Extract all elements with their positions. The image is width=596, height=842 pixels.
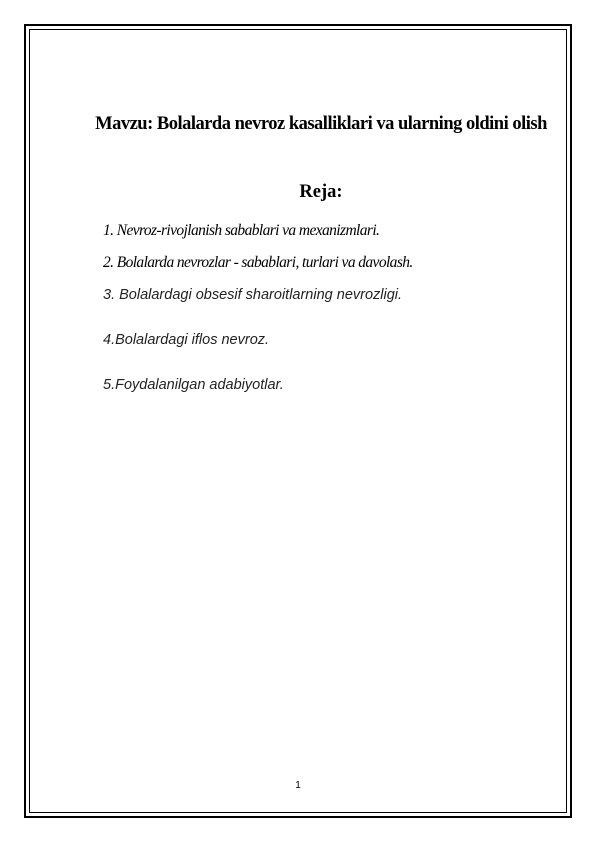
plan-item-4: 4.Bolalardagi iflos nevroz. bbox=[103, 332, 270, 348]
page-number: 1 bbox=[295, 780, 301, 791]
plan-item-5: 5.Foydalanilgan adabiyotlar. bbox=[103, 377, 284, 393]
plan-item-3: 3. Bolalardagi obsesif sharoitlarning nevrozligi. bbox=[103, 287, 403, 303]
plan-item-2: 2. Bolalarda nevrozlar - sabablari, turlari va davolash. bbox=[103, 254, 413, 271]
plan-heading: Reja: bbox=[299, 182, 343, 202]
plan-item-1: 1. Nevroz-rivojlanish sabablari va mexanizmlari. bbox=[103, 222, 380, 239]
document-title: Mavzu: Bolalarda nevroz kasalliklari va ularning oldini olish bbox=[95, 114, 547, 134]
page-border-inner bbox=[29, 29, 567, 813]
